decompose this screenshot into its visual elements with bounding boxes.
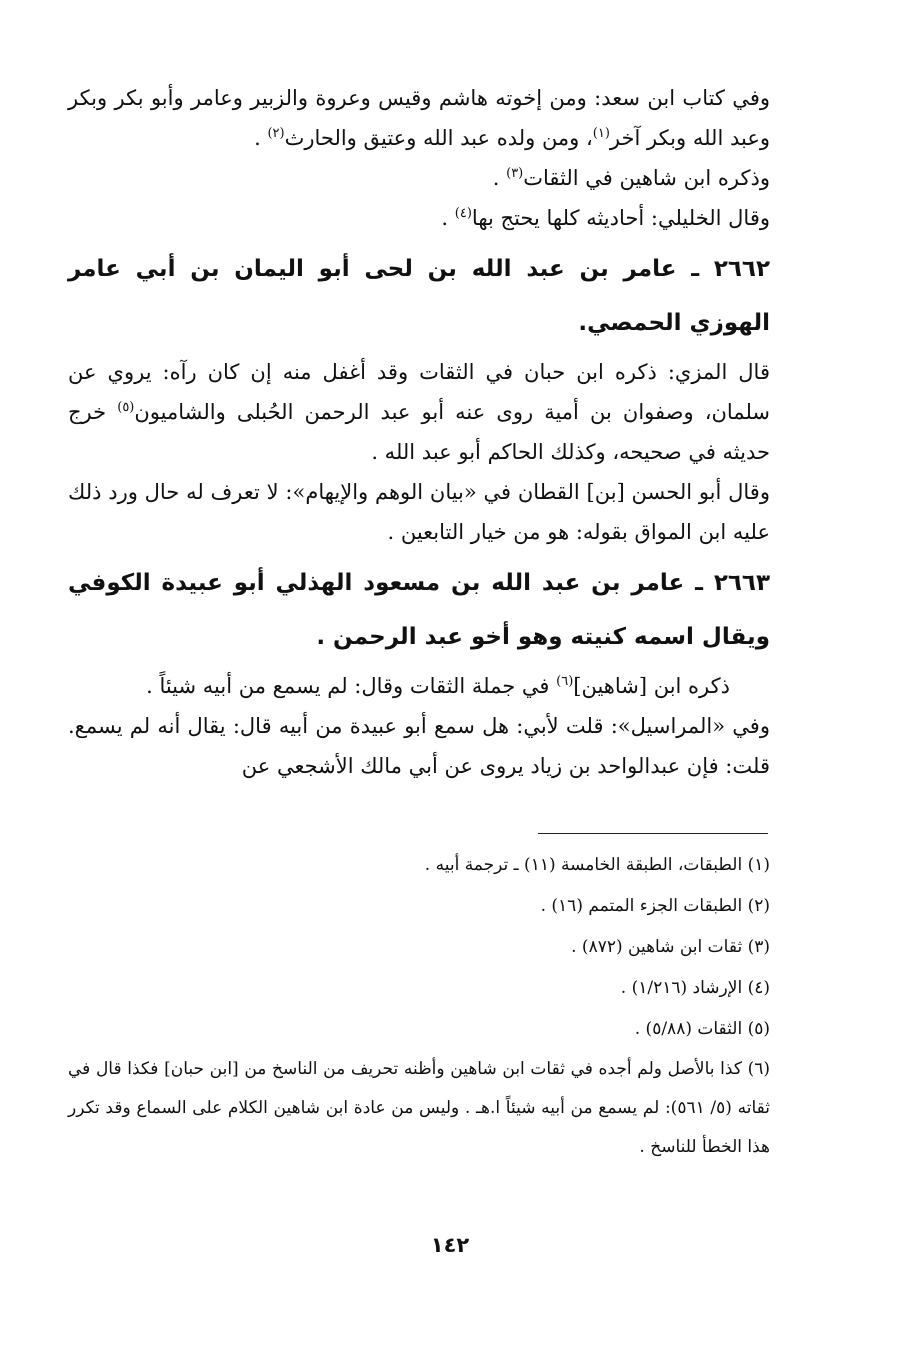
footnote-6: (٦) كذا بالأصل ولم أجده في ثقات ابن شاهين وأظنه تحريف من الناسخ من [ابن حبان] فكذا قال في ثقاته (٥/ ٥٦١): لم يسمع من أبيه شيئاً ا.هـ . وليس من عادة ابن شاهين الكلام على السماع وقد تكرر هذا الخطأ للناسخ .	[68, 1059, 770, 1157]
paragraph-ibn-shahin: وذكره ابن شاهين في الثقات$^{(٣)}$ .	[492, 166, 770, 190]
paragraph-qattan: وقال أبو الحسن [بن] القطان في «بيان الوهم والإيهام»: لا تعرف له حال ورد ذلك عليه ابن المواق بقوله: هو من خيار التابعين .	[68, 480, 770, 544]
paragraph-mizzi: قال المزي: ذكره ابن حبان في الثقات وقد أغفل منه إن كان رآه: يروي عن سلمان، وصفوان بن أمية روى عنه أبو عبد الرحمن الحُبلى والشاميون$^{(٥)}$ خرج حديثه في صحيحه، وكذلك الحاكم أبو عبد الله .	[68, 360, 770, 464]
paragraph-ibn-saad: وفي كتاب ابن سعد: ومن إخوته هاشم وقيس وعروة والزبير وعامر وأبو بكر وبكر وعبد الله وبكر آخر$^{(١)}$، ومن ولده عبد الله وعتيق والحارث$^{(٢)}$ .	[68, 86, 770, 150]
footnote-4: (٤) الإرشاد (١/٢١٦) .	[620, 978, 770, 998]
footnote-5: (٥) الثقات (٥/٨٨) .	[634, 1019, 770, 1039]
footnote-divider	[538, 833, 768, 834]
entry-heading-2663: ٢٦٦٣ ـ عامر بن عبد الله بن مسعود الهذلي أبو عبيدة الكوفي ويقال اسمه كنيته وهو أخو عبد الرحمن .	[68, 570, 770, 650]
footnote-ref[interactable]: (٤)	[454, 206, 472, 221]
footnote-ref[interactable]: (٣)	[506, 166, 524, 181]
footnote-2: (٢) الطبقات الجزء المتمم (١٦) .	[540, 896, 770, 916]
paragraph-shahin-mention: ذكره ابن [شاهين]$^{(٦)}$ في جملة الثقات وقال: لم يسمع من أبيه شيئاً .	[146, 674, 730, 698]
footnote-3: (٣) ثقات ابن شاهين (٨٧٢) .	[571, 937, 770, 957]
footnote-ref[interactable]: (٦)	[556, 674, 574, 689]
paragraph-khalili: وقال الخليلي: أحاديثه كلها يحتج بها$^{(٤)}$ .	[441, 206, 770, 230]
footnote-1: (١) الطبقات، الطبقة الخامسة (١١) ـ ترجمة أبيه .	[424, 855, 770, 875]
paragraph-marasil: وفي «المراسيل»: قلت لأبي: هل سمع أبو عبيدة من أبيه قال: يقال أنه لم يسمع. قلت: فإن عبدالواحد بن زياد يروى عن أبي مالك الأشجعي عن	[68, 714, 770, 778]
footnote-ref[interactable]: (٢)	[267, 126, 285, 141]
main-text	[68, 78, 770, 786]
entry-heading-2662: ٢٦٦٢ ـ عامر بن عبد الله بن لحى أبو اليمان بن أبي عامر الهوزي الحمصي.	[68, 256, 770, 336]
page-number: ١٤٢	[430, 1233, 470, 1257]
footnotes	[68, 845, 770, 1167]
footnote-ref[interactable]: (١)	[592, 126, 610, 141]
footnote-ref[interactable]: (٥)	[117, 400, 135, 415]
